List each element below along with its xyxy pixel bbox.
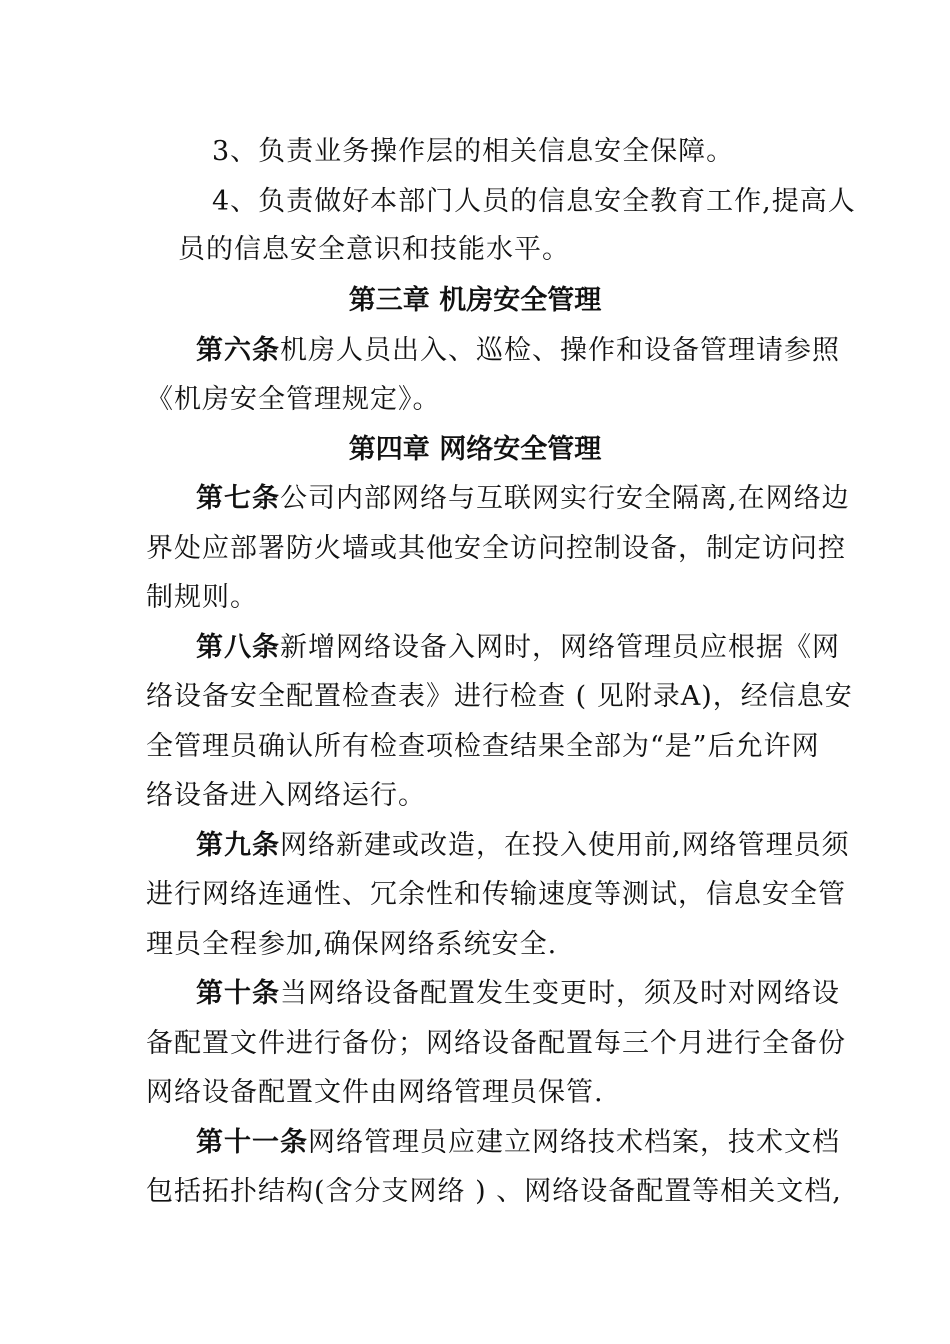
- article-6-text-1: 机房人员出入、巡检、操作和设备管理请参照: [280, 335, 840, 366]
- article-10-label: 第十条: [196, 978, 280, 1009]
- article-7-line-1: [196, 481, 850, 517]
- article-9-line-2: 进行网络连通性、冗余性和传输速度等测试，信息安全管: [146, 879, 846, 910]
- article-6-line-1: [196, 333, 840, 369]
- article-9-label: 第九条: [196, 830, 280, 861]
- article-10-line-1: [196, 976, 840, 1012]
- article-10-line-3: 网络设备配置文件由网络管理员保管.: [146, 1077, 604, 1108]
- article-7-line-2: 界处应部署防火墙或其他安全访问控制设备，制定访问控: [146, 533, 846, 564]
- item-4-line-1: 4、负责做好本部门人员的信息安全教育工作,提高人: [212, 186, 856, 217]
- article-9-text-1: 网络新建或改造，在投入使用前,网络管理员须: [280, 830, 850, 861]
- article-6-label: 第六条: [196, 335, 280, 366]
- article-8-line-3: 全管理员确认所有检查项检查结果全部为“是”后允许网: [146, 731, 820, 762]
- article-8-line-2: 络设备安全配置检查表》进行检查 ( 见附录A)，经信息安: [146, 681, 853, 712]
- article-6-line-2: 《机房安全管理规定》。: [146, 384, 441, 415]
- article-9-line-1: [196, 828, 850, 864]
- chapter-4-title: 第四章 网络安全管理: [348, 434, 602, 465]
- item-3-line-1: 3、负责业务操作层的相关信息安全保障。: [212, 136, 735, 167]
- article-10-text-1: 当网络设备配置发生变更时，须及时对网络设: [280, 978, 840, 1009]
- article-11-label: 第十一条: [196, 1127, 308, 1158]
- article-8-line-4: 络设备进入网络运行。: [146, 780, 426, 811]
- article-9-line-3: 理员全程参加,确保网络系统安全.: [146, 929, 558, 960]
- article-8-text-1: 新增网络设备入网时，网络管理员应根据《网: [280, 632, 840, 663]
- article-8-line-1: [196, 630, 840, 666]
- article-11-line-1: [196, 1125, 840, 1161]
- article-10-line-2: 备配置文件进行备份；网络设备配置每三个月进行全备份: [146, 1028, 846, 1059]
- article-11-line-2: 包括拓扑结构(含分支网络 ) 、网络设备配置等相关文档,: [146, 1176, 842, 1207]
- article-7-label: 第七条: [196, 483, 280, 514]
- item-4-line-2: 员的信息安全意识和技能水平。: [178, 234, 570, 265]
- article-8-label: 第八条: [196, 632, 280, 663]
- article-11-text-1: 网络管理员应建立网络技术档案，技术文档: [308, 1127, 840, 1158]
- article-7-line-3: 制规则。: [146, 582, 258, 613]
- chapter-3-title: 第三章 机房安全管理: [348, 285, 602, 316]
- article-7-text-1: 公司内部网络与互联网实行安全隔离,在网络边: [280, 483, 850, 514]
